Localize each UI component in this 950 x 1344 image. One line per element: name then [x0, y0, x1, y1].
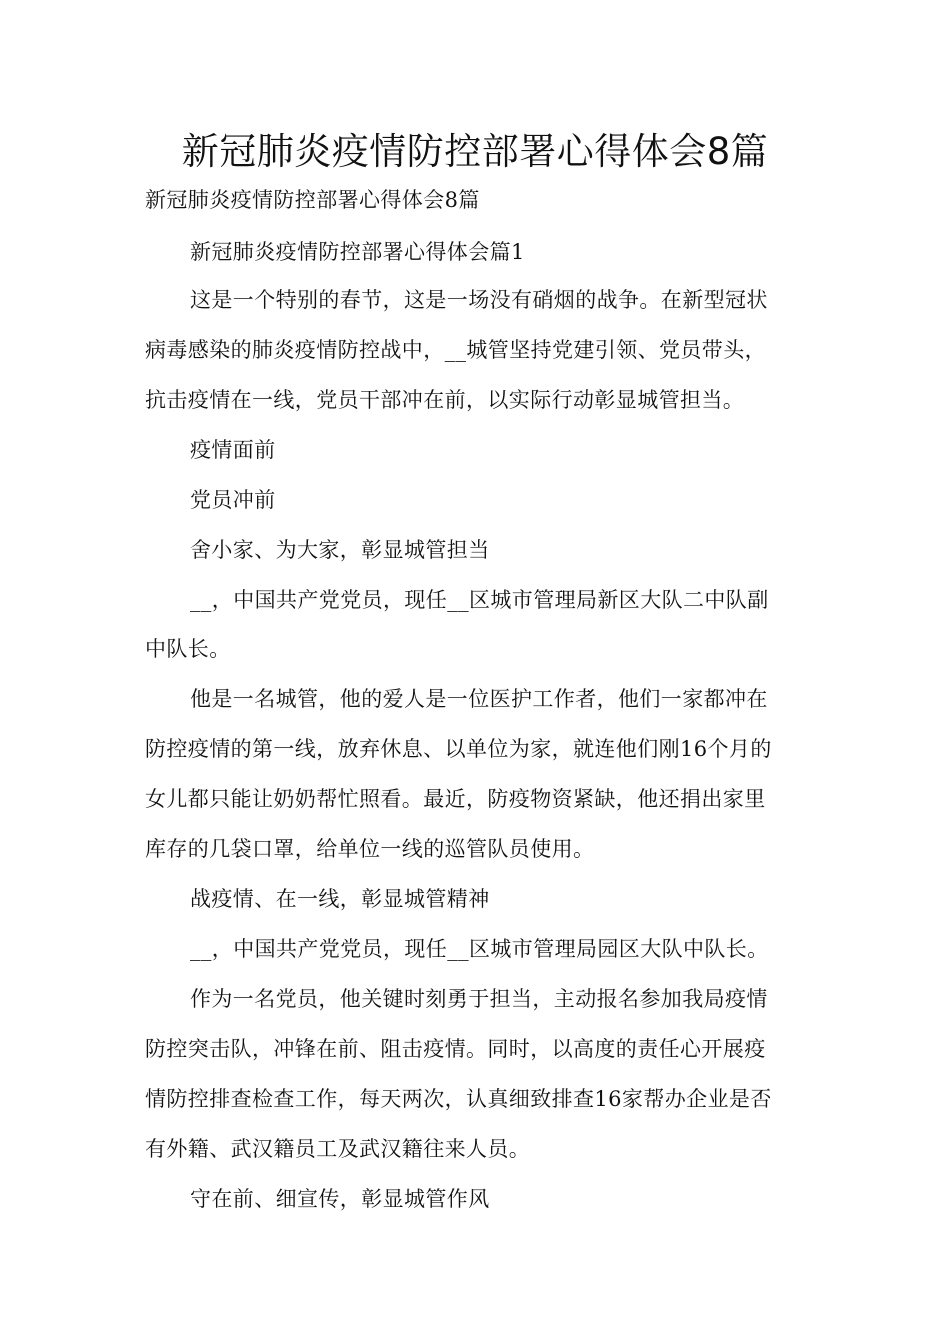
document-title: 新冠肺炎疫情防控部署心得体会8篇 [181, 130, 769, 173]
paragraph-line: 情防控排查检查工作，每天两次，认真细致排查16家帮办企业是否 [145, 1087, 772, 1111]
paragraph-line: 女儿都只能让奶奶帮忙照看。最近，防疫物资紧缺，他还捐出家里 [145, 787, 766, 811]
paragraph-line: 抗击疫情在一线，党员干部冲在前，以实际行动彰显城管担当。 [145, 388, 745, 412]
paragraph-line: 病毒感染的肺炎疫情防控战中，__城管坚持党建引领、党员带头， [145, 338, 766, 362]
paragraph-line: 舍小家、为大家，彰显城管担当 [190, 538, 490, 562]
paragraph-line: 作为一名党员，他关键时刻勇于担当，主动报名参加我局疫情 [190, 987, 768, 1011]
paragraph-line: 战疫情、在一线，彰显城管精神 [190, 887, 490, 911]
document-subtitle: 新冠肺炎疫情防控部署心得体会8篇 [145, 188, 480, 212]
paragraph-line: 防控突击队，冲锋在前、阻击疫情。同时，以高度的责任心开展疫 [145, 1037, 766, 1061]
paragraph-line: 他是一名城管，他的爱人是一位医护工作者，他们一家都冲在 [190, 687, 768, 711]
paragraph-line: 有外籍、武汉籍员工及武汉籍往来人员。 [145, 1137, 531, 1161]
paragraph-line: 库存的几袋口罩，给单位一线的巡管队员使用。 [145, 837, 595, 861]
section-heading: 新冠肺炎疫情防控部署心得体会篇1 [190, 240, 525, 264]
paragraph-line: 防控疫情的第一线，放弃休息、以单位为家，就连他们刚16个月的 [145, 737, 772, 761]
paragraph-line: 守在前、细宣传，彰显城管作风 [190, 1187, 490, 1211]
paragraph-line: 疫情面前 [190, 438, 276, 462]
paragraph-line: 党员冲前 [190, 488, 276, 512]
paragraph-line: __，中国共产党党员，现任__区城市管理局园区大队中队长。 [190, 937, 769, 961]
paragraph-line: 中队长。 [145, 637, 231, 661]
paragraph-line: __，中国共产党党员，现任__区城市管理局新区大队二中队副 [190, 588, 769, 612]
paragraph-line: 这是一个特别的春节，这是一场没有硝烟的战争。在新型冠状 [190, 288, 768, 312]
